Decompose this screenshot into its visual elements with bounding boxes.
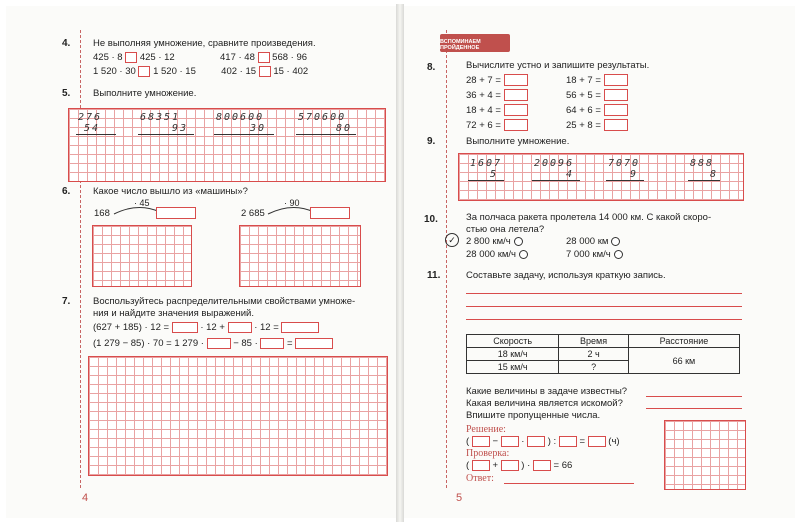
ex8-answer-box[interactable] <box>504 119 528 131</box>
margin-line-left <box>80 30 81 488</box>
answer-line[interactable] <box>466 293 742 294</box>
solution-box[interactable] <box>527 436 545 447</box>
solution-box[interactable] <box>501 436 519 447</box>
ex8-expr: 18 + 4 = <box>466 105 501 116</box>
check-box[interactable] <box>472 460 490 471</box>
ex4-expr: 15 · 402 <box>273 66 309 78</box>
ex9-top: 888 <box>690 158 715 169</box>
table-cell: 18 км/ч <box>467 348 559 361</box>
ex4-expr: 568 · 96 <box>272 52 308 64</box>
ex7-expr2 <box>93 338 333 350</box>
ex5-bottom: 80 <box>336 123 353 134</box>
ex4-compare-box[interactable] <box>138 66 150 77</box>
answer-label: Ответ: <box>466 473 494 484</box>
ex5-top: 800600 <box>216 112 265 123</box>
radio-icon[interactable] <box>614 250 623 259</box>
ex7-box[interactable] <box>228 322 252 333</box>
answer-line[interactable] <box>504 483 634 484</box>
ex8-left-col <box>466 73 528 133</box>
ex5-bottom: 30 <box>250 123 267 134</box>
ex8-answer-box[interactable] <box>604 104 628 116</box>
ex7-expr-text: · 12 = <box>254 322 279 334</box>
ex9-top: 1607 <box>470 158 503 169</box>
ex5-underline <box>296 134 356 135</box>
book-spine <box>396 4 404 522</box>
check-label: Проверка: <box>466 448 510 459</box>
ex5-top: 276 <box>78 112 103 123</box>
radio-icon[interactable] <box>519 250 528 259</box>
ex11-table <box>466 334 740 374</box>
ex4-compare-box[interactable] <box>258 52 270 63</box>
ex10-option-1[interactable] <box>466 236 523 248</box>
ex5-top: 68351 <box>140 112 181 123</box>
ex4-expr: 425 · 12 <box>139 52 175 64</box>
ex11-question-3: Впишите пропущенные числа. <box>466 410 601 421</box>
check-result: = 66 <box>553 460 573 472</box>
ex4-prompt: Не выполняя умножение, сравните произведения. <box>93 38 316 49</box>
ex6-number: 6. <box>62 186 71 197</box>
page-number-left: 4 <box>82 492 89 504</box>
ex7-expr-text: (627 + 185) · 12 = <box>93 322 170 334</box>
machine1-output-box[interactable] <box>156 207 196 219</box>
ex11-question-2: Какая величина является искомой? <box>466 398 623 409</box>
ex10-option-4[interactable] <box>566 249 623 261</box>
ex10-option-2[interactable] <box>566 236 620 248</box>
table-cell: ? <box>559 361 629 374</box>
ex7-expr1 <box>93 322 319 334</box>
check-box[interactable] <box>501 460 519 471</box>
ex9-bottom: 4 <box>566 169 575 180</box>
ex5-prompt: Выполните умножение. <box>93 88 197 99</box>
ex5-underline <box>76 134 116 135</box>
ex9-underline <box>532 180 580 181</box>
ex7-expr-text: (1 279 − 85) · 70 = 1 279 · <box>93 338 204 350</box>
review-badge-text: ВСПОМИНАЕМ ПРОЙДЕННОЕ <box>440 39 481 51</box>
ex4-row2 <box>93 66 308 78</box>
page-number-right: 5 <box>456 492 463 504</box>
ex7-expr-text: · 12 + <box>200 322 225 334</box>
machine1-input: 168 <box>94 208 110 219</box>
ex4-expr: 402 · 15 <box>221 66 257 78</box>
ex7-expr-text: − 85 · <box>233 338 258 350</box>
ex8-right-col <box>566 73 628 133</box>
solution-box[interactable] <box>588 436 606 447</box>
radio-icon[interactable] <box>611 237 620 246</box>
table-header: Скорость <box>467 335 559 348</box>
ex8-expr: 18 + 7 = <box>566 75 601 86</box>
ex9-top: 7070 <box>608 158 641 169</box>
ex6-grid-1[interactable] <box>92 225 192 287</box>
ex6-grid-2[interactable] <box>239 225 361 287</box>
ex9-underline <box>688 180 720 181</box>
radio-icon[interactable] <box>514 237 523 246</box>
ex9-underline <box>606 180 644 181</box>
check-box[interactable] <box>533 460 551 471</box>
ex7-box[interactable] <box>172 322 198 333</box>
ex8-expr: 28 + 7 = <box>466 75 501 86</box>
checkmark-icon: ✓ <box>445 233 459 247</box>
answer-line[interactable] <box>646 408 742 409</box>
ex5-underline <box>214 134 274 135</box>
ex7-number: 7. <box>62 296 71 307</box>
ex10-prompt-1: За полчаса ракета пролетела 14 000 км. С какой скоро- <box>466 212 712 223</box>
ex8-answer-box[interactable] <box>504 74 528 86</box>
ex9-underline <box>468 180 504 181</box>
ex9-bottom: 5 <box>490 169 499 180</box>
solution-box[interactable] <box>559 436 577 447</box>
ex7-grid[interactable] <box>88 356 388 476</box>
ex4-compare-box[interactable] <box>125 52 137 63</box>
machine2-op: · 90 <box>284 198 300 208</box>
ex8-number: 8. <box>427 62 436 73</box>
ex9-bottom: 9 <box>630 169 639 180</box>
ex8-expr: 25 + 8 = <box>566 120 601 131</box>
ex10-number: 10. <box>424 214 438 225</box>
ex8-expr: 36 + 4 = <box>466 90 501 101</box>
ex9-top: 20096 <box>534 158 575 169</box>
ex8-answer-box[interactable] <box>504 89 528 101</box>
ex11-question-1: Какие величины в задаче известны? <box>466 386 628 397</box>
margin-line-right <box>446 30 447 488</box>
table-cell-distance: 66 км <box>628 348 739 374</box>
ex9-number: 9. <box>427 136 436 147</box>
ex8-prompt: Вычислите устно и запишите результаты. <box>466 60 650 71</box>
ex10-option-label: 2 800 км/ч <box>466 236 511 247</box>
solution-box[interactable] <box>472 436 490 447</box>
ex4-number: 4. <box>62 38 71 49</box>
ex5-bottom: 54 <box>84 123 101 134</box>
ex11-grid[interactable] <box>664 420 746 490</box>
ex11-prompt: Составьте задачу, используя краткую запись. <box>466 270 666 281</box>
ex4-expr: 1 520 · 30 <box>93 66 136 78</box>
ex8-answer-box[interactable] <box>504 104 528 116</box>
ex4-expr: 417 · 48 <box>220 52 255 64</box>
review-badge <box>440 34 510 52</box>
ex4-expr: 1 520 · 15 <box>153 66 196 78</box>
ex7-prompt-2: ния и найдите значения выражений. <box>93 308 254 319</box>
answer-line[interactable] <box>466 306 742 307</box>
ex7-box[interactable] <box>281 322 319 333</box>
ex5-top: 570600 <box>298 112 347 123</box>
table-cell: 2 ч <box>559 348 629 361</box>
check-expression: ( + ) · = 66 <box>466 460 573 472</box>
ex10-option-label: 7 000 км/ч <box>566 249 611 260</box>
ex5-bottom: 93 <box>172 123 189 134</box>
ex4-compare-box[interactable] <box>259 66 271 77</box>
solution-expression: ( − · ) : = (ч) <box>466 436 620 448</box>
ex8-expr: 72 + 6 = <box>466 120 501 131</box>
ex9-prompt: Выполните умножение. <box>466 136 570 147</box>
ex8-answer-box[interactable] <box>604 89 628 101</box>
solution-unit: (ч) <box>608 436 620 448</box>
ex8-expr: 64 + 6 = <box>566 105 601 116</box>
ex5-underline <box>138 134 194 135</box>
ex9-bottom: 8 <box>710 169 719 180</box>
ex5-number: 5. <box>62 88 71 99</box>
table-header: Расстояние <box>628 335 739 348</box>
ex11-number: 11. <box>427 270 441 281</box>
table-header: Время <box>559 335 629 348</box>
answer-line[interactable] <box>466 319 742 320</box>
ex10-option-3[interactable] <box>466 249 528 261</box>
table-cell: 15 км/ч <box>467 361 559 374</box>
machine2-output-box[interactable] <box>310 207 350 219</box>
ex7-box[interactable] <box>295 338 333 349</box>
answer-line[interactable] <box>646 396 742 397</box>
ex8-answer-box[interactable] <box>604 119 628 131</box>
solution-label: Решение: <box>466 424 506 435</box>
ex7-box[interactable] <box>207 338 231 349</box>
ex7-prompt-1: Воспользуйтесь распределительными свойствами умноже- <box>93 296 356 307</box>
ex6-prompt: Какое число вышло из «машины»? <box>93 186 248 197</box>
ex8-expr: 56 + 5 = <box>566 90 601 101</box>
ex7-box[interactable] <box>260 338 284 349</box>
machine2-input: 2 685 <box>241 208 265 219</box>
ex4-row1 <box>93 52 307 64</box>
machine1-op: · 45 <box>134 198 150 208</box>
ex7-expr-text: = <box>287 338 293 350</box>
ex4-expr: 425 · 8 <box>93 52 123 64</box>
ex10-option-label: 28 000 км <box>566 236 609 247</box>
ex10-option-label: 28 000 км/ч <box>466 249 516 260</box>
ex10-prompt-2: стью она летела? <box>466 224 545 235</box>
ex8-answer-box[interactable] <box>604 74 628 86</box>
